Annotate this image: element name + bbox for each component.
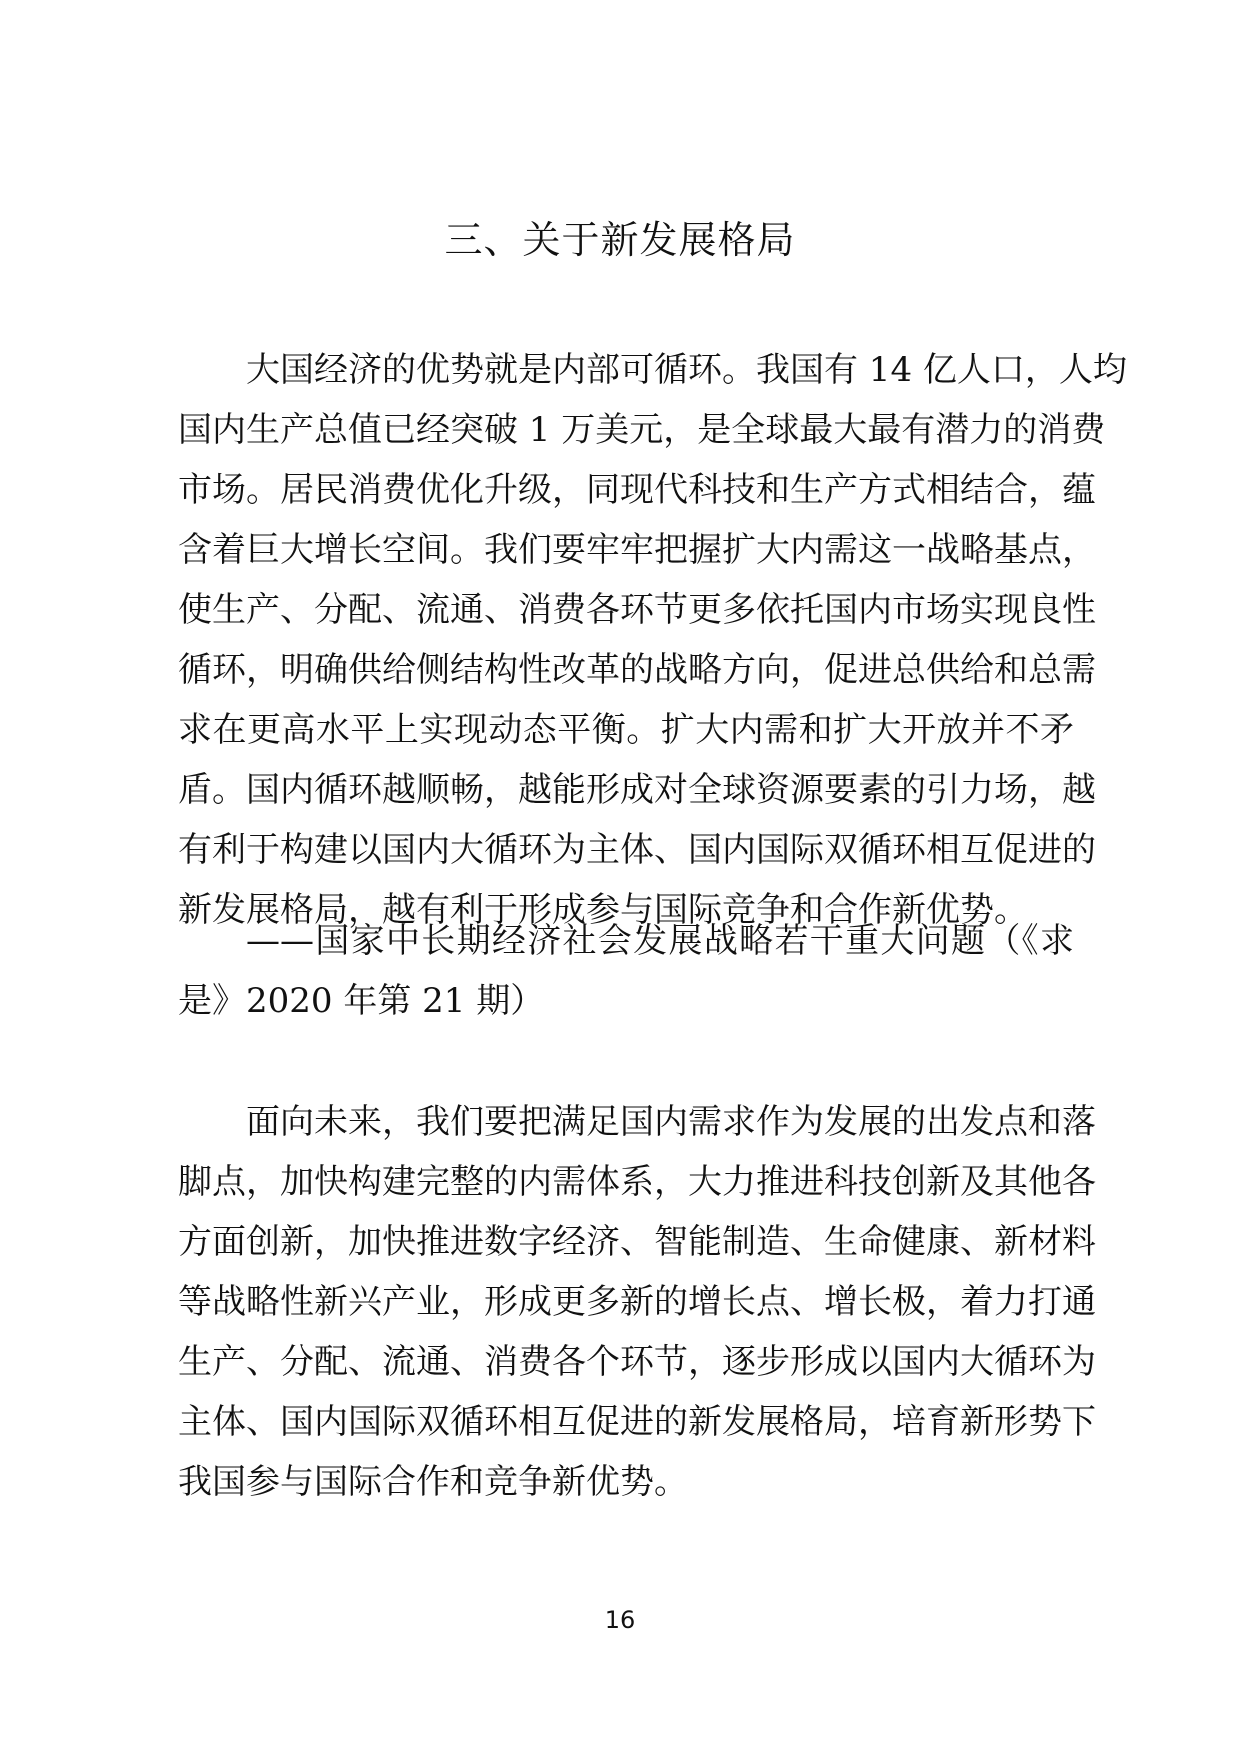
paragraph-1-line: 盾。国内循环越顺畅，越能形成对全球资源要素的引力场，越 — [178, 770, 1096, 810]
paragraph-1-line: 国内生产总值已经突破 1 万美元，是全球最大最有潜力的消费 — [178, 410, 1106, 450]
paragraph-1-line: 大国经济的优势就是内部可循环。我国有 14 亿人口，人均 — [246, 350, 1127, 390]
paragraph-1 — [178, 340, 1127, 940]
section-heading: 三、关于新发展格局 — [444, 218, 796, 262]
paragraph-2-line: 我国参与国际合作和竞争新优势。 — [178, 1462, 688, 1502]
paragraph-1-line: 有利于构建以国内大循环为主体、国内国际双循环相互促进的 — [178, 830, 1096, 870]
paragraph-1-line: 含着巨大增长空间。我们要牢牢把握扩大内需这一战略基点， — [178, 530, 1096, 570]
paragraph-2-line: 生产、分配、流通、消费各个环节，逐步形成以国内大循环为 — [178, 1342, 1096, 1382]
page-number: 16 — [604, 1606, 636, 1634]
paragraph-2-line: 等战略性新兴产业，形成更多新的增长点、增长极，着力打通 — [178, 1282, 1096, 1322]
source-citation — [178, 911, 1074, 1031]
paragraph-2-line: 面向未来，我们要把满足国内需求作为发展的出发点和落 — [246, 1102, 1096, 1142]
paragraph-1-line: 新发展格局，越有利于形成参与国际竞争和合作新优势。 — [178, 890, 1028, 930]
paragraph-2-line: 主体、国内国际双循环相互促进的新发展格局，培育新形势下 — [178, 1402, 1096, 1442]
paragraph-1-line: 市场。居民消费优化升级，同现代科技和生产方式相结合，蕴 — [178, 470, 1096, 510]
paragraph-1-line: 求在更高水平上实现动态平衡。扩大内需和扩大开放并不矛 — [178, 710, 1074, 750]
paragraph-2 — [178, 1092, 1096, 1512]
paragraph-1-line: 使生产、分配、流通、消费各环节更多依托国内市场实现良性 — [178, 590, 1096, 630]
paragraph-2-line: 脚点，加快构建完整的内需体系，大力推进科技创新及其他各 — [178, 1162, 1096, 1202]
source-citation-line: ——国家中长期经济社会发展战略若干重大问题（《求 — [246, 921, 1074, 961]
paragraph-2-line: 方面创新，加快推进数字经济、智能制造、生命健康、新材料 — [178, 1222, 1096, 1262]
source-citation-line: 是》2020 年第 21 期） — [178, 981, 545, 1021]
paragraph-1-line: 循环，明确供给侧结构性改革的战略方向，促进总供给和总需 — [178, 650, 1096, 690]
